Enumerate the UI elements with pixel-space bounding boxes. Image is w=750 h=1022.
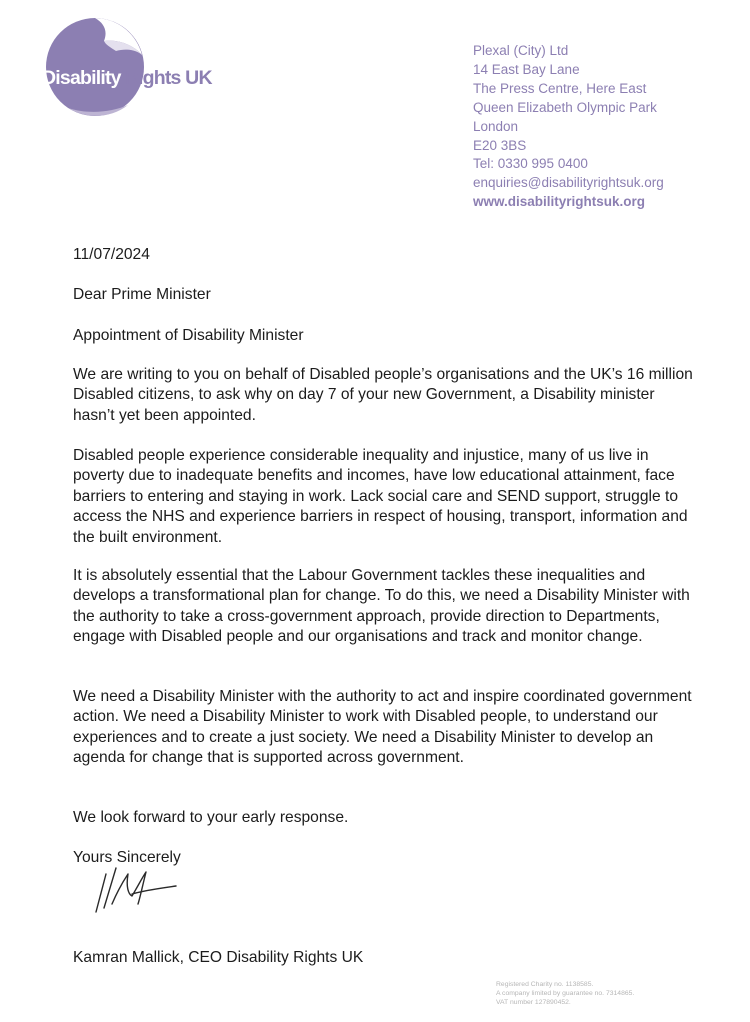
letter-date: 11/07/2024 bbox=[73, 245, 150, 263]
address-block bbox=[473, 42, 664, 212]
handwritten-signature bbox=[82, 860, 182, 920]
salutation: Dear Prime Minister bbox=[73, 285, 211, 303]
body-paragraph: We look forward to your early response. bbox=[73, 808, 349, 826]
letter-subject: Appointment of Disability Minister bbox=[73, 326, 304, 344]
address-line: 14 East Bay Lane bbox=[473, 61, 580, 77]
disability-rights-uk-logo bbox=[38, 15, 258, 120]
body-paragraph: We are writing to you on behalf of Disabled people’s organisations and the UK’s 16 million Disabled citizens, to ask why on day 7 of your new Government, a Disability minister hasn’t yet been appointed. bbox=[73, 365, 693, 424]
address-line: London bbox=[473, 118, 519, 134]
logo-word-disability: Disability bbox=[42, 67, 121, 89]
body-paragraph: Disabled people experience considerable inequality and injustice, many of us live in poverty due to inadequate benefits and incomes, have low educational attainment, face barriers to entering and staying in work. Lack social care and SEND support, struggle to access the NHS and experience barriers in respect of housing, transport, information and the built environment. bbox=[73, 446, 688, 546]
footer-line: A company limited by guarantee no. 7314865. bbox=[496, 990, 635, 997]
website-link[interactable]: www.disabilityrightsuk.org bbox=[473, 194, 646, 210]
footer-line: VAT number 127890452. bbox=[496, 999, 571, 1006]
body-paragraph: We need a Disability Minister with the authority to act and inspire coordinated government action. We need a Disability Minister to work with Disabled people, to understand our experiences and to create a just society. We need a Disability Minister to develop an agenda for change that is supported across government. bbox=[73, 687, 692, 767]
address-email-link[interactable]: enquiries@disabilityrightsuk.org bbox=[473, 175, 664, 191]
address-line: E20 3BS bbox=[473, 137, 527, 153]
address-line: Plexal (City) Ltd bbox=[473, 43, 569, 58]
address-phone: Tel: 0330 995 0400 bbox=[473, 156, 588, 172]
closing: Yours Sincerely bbox=[73, 848, 181, 866]
body-paragraph: It is absolutely essential that the Labour Government tackles these inequalities and develops a transformational plan for change. To do this, we need a Disability Minister with the authority to take a cross-government approach, provide direction to Departments, engage with Disabled people and our organisations and track and monitor change. bbox=[73, 566, 690, 646]
address-line: The Press Centre, Here East bbox=[473, 80, 647, 96]
address-line: Queen Elizabeth Olympic Park bbox=[473, 99, 657, 115]
footer-registration bbox=[496, 980, 634, 1007]
logo-wordmark bbox=[42, 67, 212, 90]
signatory: Kamran Mallick, CEO Disability Rights UK bbox=[73, 948, 364, 966]
logo-word-rights-uk: Rights UK bbox=[124, 67, 212, 89]
footer-line: Registered Charity no. 1138585. bbox=[496, 981, 594, 988]
